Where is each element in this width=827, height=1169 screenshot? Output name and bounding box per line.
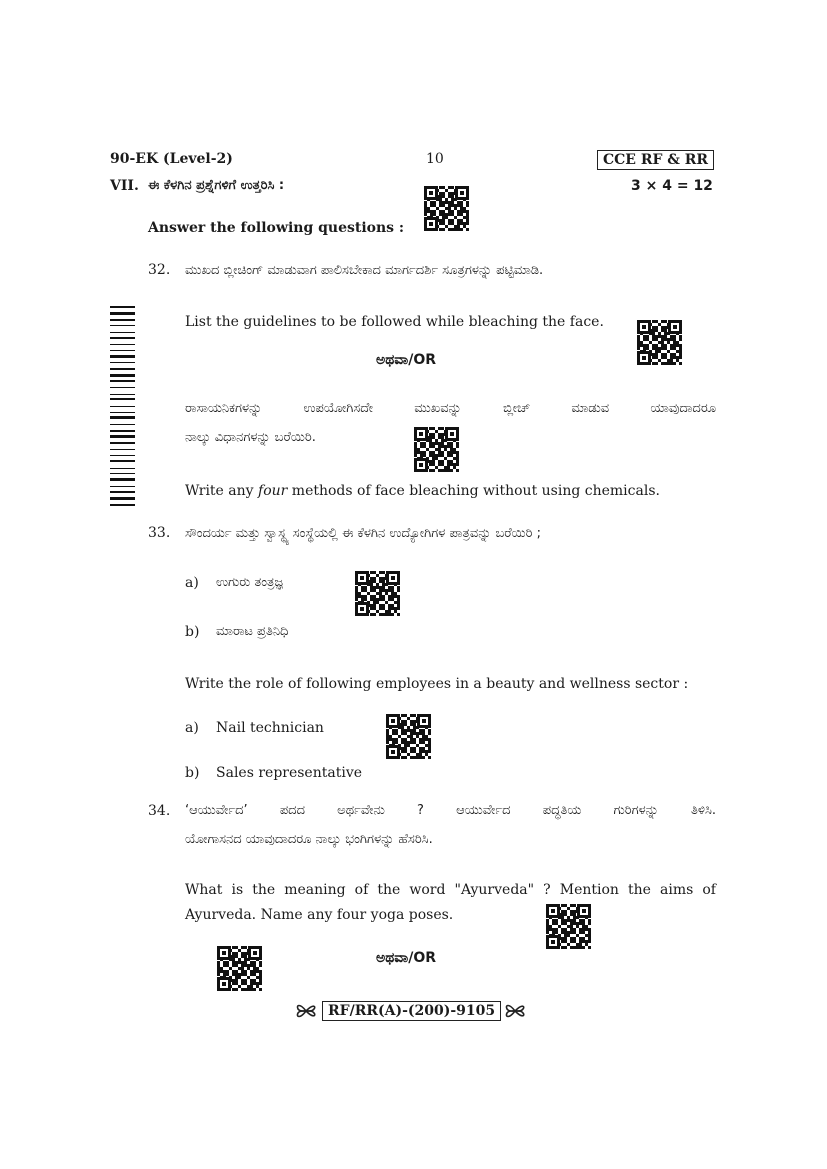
q33-kn-a-label: a) (185, 575, 199, 591)
qr-code-icon (637, 320, 682, 365)
qr-code-icon (546, 904, 591, 949)
qr-code-icon (424, 186, 469, 231)
q32-alt-kn-line2: ನಾಲ್ಕು ವಿಧಾನಗಳನ್ನು ಬರೆಯಿರಿ. (185, 430, 316, 445)
barcode-icon (110, 306, 135, 508)
qr-code-icon (217, 946, 262, 991)
section-instruction-en: Answer the following questions : (148, 220, 405, 236)
section-number: VII. (110, 178, 139, 194)
paper-code: 90-EK (Level-2) (110, 151, 233, 167)
q32-alt-en-post: methods of face bleaching without using chemicals. (287, 483, 660, 499)
q33-text-kn: ಸೌಂದರ್ಯ ಮತ್ತು ಸ್ವಾಸ್ಥ್ಯ ಸಂಸ್ಥೆಯಲ್ಲಿ ಈ ಕೆಳಗಿನ ಉದ್ಯೋಗಿಗಳ ಪಾತ್ರವನ್ನು ಬರೆಯಿರಿ ; (185, 526, 541, 541)
qr-code-icon (355, 571, 400, 616)
q33-kn-a: ಉಗುರು ತಂತ್ರಜ್ಞ (216, 575, 284, 590)
qr-code-icon (414, 427, 459, 472)
footer-code: RF/RR(A)-(200)-9105 (322, 1001, 501, 1021)
q32-number: 32. (148, 262, 171, 278)
page-number: 10 (426, 151, 444, 167)
q33-text-en: Write the role of following employees in a beauty and wellness sector : (185, 676, 689, 692)
q34-number: 34. (148, 803, 171, 819)
q33-kn-b-label: b) (185, 624, 200, 640)
q34-text-kn-line1: ‘ಆಯುರ್ವೇದ’ ಪದದ ಅರ್ಥವೇನು ? ಆಯುರ್ವೇದ ಪದ್ಧತಿಯ ಗುರಿಗಳನ್ನು ತಿಳಿಸಿ. (185, 803, 716, 818)
q33-en-b-label: b) (185, 765, 200, 781)
q33-number: 33. (148, 525, 171, 541)
q32-or-label: ಅಥವಾ/OR (376, 352, 436, 368)
section-marks: 3 × 4 = 12 (631, 178, 713, 194)
flourish-icon (295, 1000, 317, 1022)
flourish-icon (504, 1000, 526, 1022)
q32-alt-text-en (185, 483, 660, 499)
q32-alt-kn-line1: ರಾಸಾಯನಿಕಗಳನ್ನು ಉಪಯೋಗಿಸದೇ ಮುಖವನ್ನು ಬ್ಲೀಚ್ ಮಾಡುವ ಯಾವುದಾದರೂ (185, 401, 716, 416)
section-title-kn: ಈ ಕೆಳಗಿನ ಪ್ರಶ್ನೆಗಳಿಗೆ ಉತ್ತರಿಸಿ : (148, 178, 285, 193)
q32-text-kn: ಮುಖದ ಬ್ಲೀಚಿಂಗ್ ಮಾಡುವಾಗ ಪಾಲಿಸಬೇಕಾದ ಮಾರ್ಗದರ್ಶಿ ಸೂತ್ರಗಳನ್ನು ಪಟ್ಟಿಮಾಡಿ. (185, 263, 544, 278)
q33-en-b: Sales representative (216, 765, 363, 781)
q33-en-a: Nail technician (216, 720, 324, 736)
q34-text-en-line1: What is the meaning of the word "Ayurveda" ? Mention the aims of (185, 882, 716, 898)
q32-alt-en-emphasis: four (258, 483, 288, 499)
q32-text-en: List the guidelines to be followed while bleaching the face. (185, 314, 604, 330)
q33-kn-b: ಮಾರಾಟ ಪ್ರತಿನಿಧಿ (216, 624, 289, 639)
qr-code-icon (386, 714, 431, 759)
exam-tag: CCE RF & RR (597, 150, 714, 170)
q33-en-a-label: a) (185, 720, 199, 736)
q34-text-kn-line2: ಯೋಗಾಸನದ ಯಾವುದಾದರೂ ನಾಲ್ಕು ಭಂಗಿಗಳನ್ನು ಹೆಸರಿಸಿ. (185, 832, 433, 847)
q34-text-en-line2: Ayurveda. Name any four yoga poses. (185, 907, 454, 923)
q34-or-label: ಅಥವಾ/OR (376, 950, 436, 966)
q32-alt-en-pre: Write any (185, 483, 259, 499)
